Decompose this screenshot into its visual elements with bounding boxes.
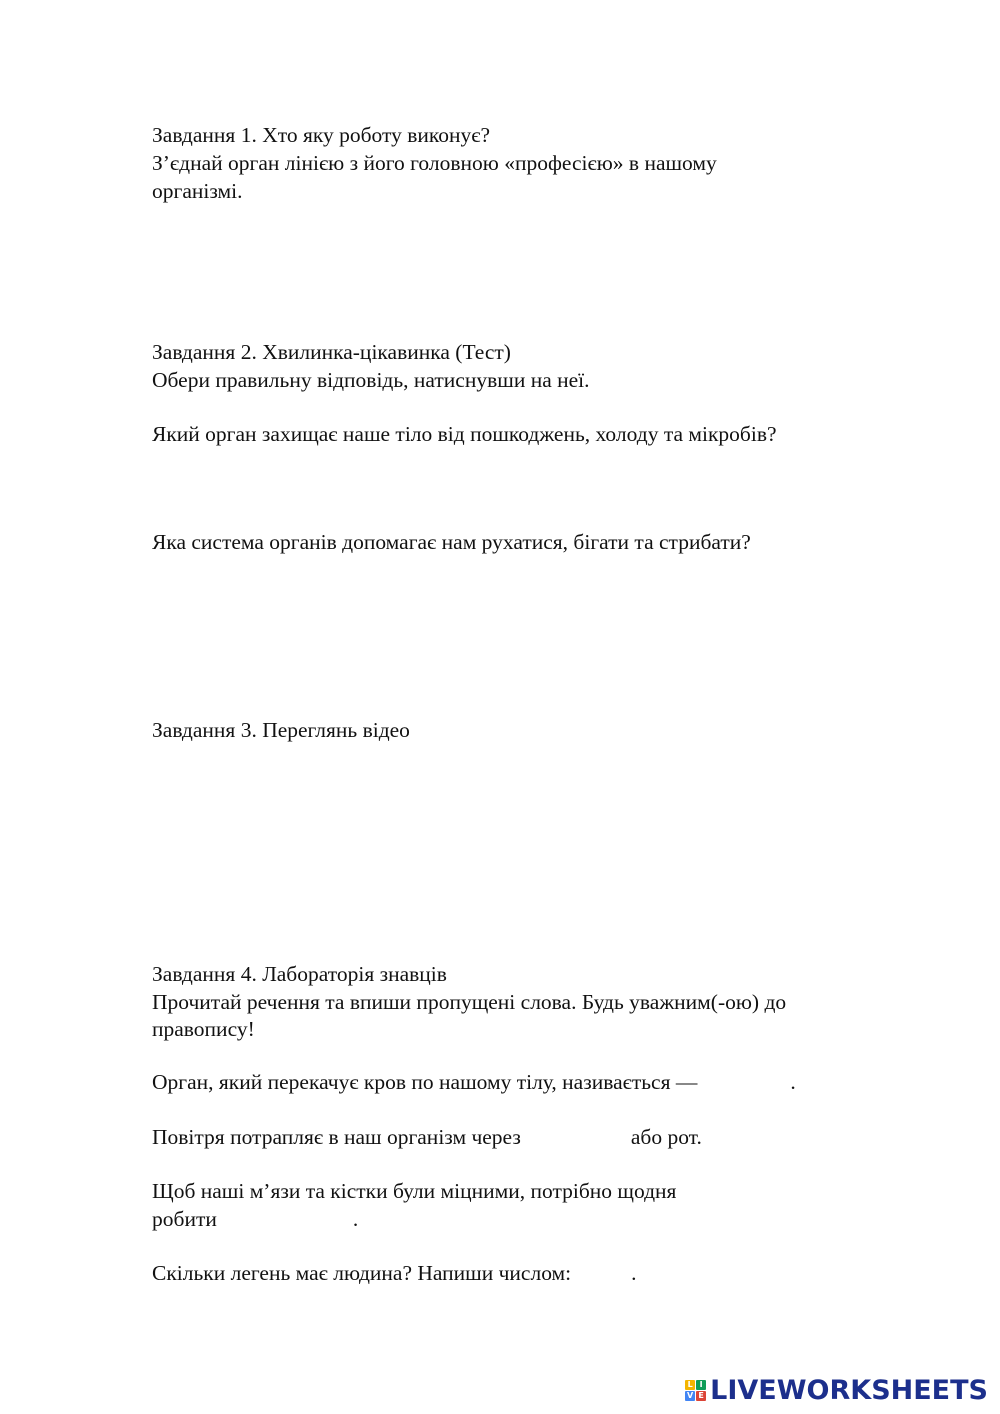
heart-answer-blank[interactable] (697, 1070, 790, 1092)
task1-instruction-line1: З’єднай орган лінією з його головною «професією» в нашому (152, 151, 717, 175)
sentence-heart-end: . (790, 1070, 796, 1094)
task2-question1: Який орган захищає наше тіло від пошкоджень, холоду та мікробів? (152, 422, 777, 446)
task4-instruction-line2: правопису! (152, 1017, 255, 1041)
sentence-lungs-text: Скільки легень має людина? Напиши числом: (152, 1261, 572, 1285)
logo-mark-cell: L (685, 1380, 695, 1390)
exercise-answer-blank[interactable] (217, 1207, 353, 1229)
logo-mark-cell: V (687, 1390, 694, 1400)
logo-mark-cell: E (696, 1391, 706, 1401)
sentence-exercise-line2 (152, 1205, 358, 1233)
task2-instruction: Обери правильну відповідь, натиснувши на неї. (152, 368, 590, 392)
sentence-exercise-line1: Щоб наші м’язи та кістки були міцними, потрібно щодня (152, 1179, 677, 1203)
sentence-lungs-end: . (631, 1261, 637, 1285)
sentence-heart (152, 1068, 796, 1096)
sentence-air (152, 1123, 702, 1151)
logo-mark-cell: I (696, 1380, 706, 1390)
task1-instruction-line2: організмі. (152, 179, 243, 203)
task2-question2: Яка система органів допомагає нам рухатися, бігати та стрибати? (152, 530, 751, 554)
task4-instruction-line1: Прочитай речення та впиши пропущені слова. Будь уважним(-ою) до (152, 990, 787, 1014)
sentence-exercise-text: робити (152, 1207, 217, 1231)
task1-title: Завдання 1. Хто яку роботу виконує? (152, 123, 491, 147)
task3-title: Завдання 3. Переглянь відео (152, 718, 410, 742)
lungs-count-blank[interactable] (571, 1261, 631, 1283)
liveworksheets-logo (685, 1372, 988, 1408)
sentence-lungs (152, 1259, 637, 1287)
sentence-heart-text: Орган, який перекачує кров по нашому тілу, називається — (152, 1070, 698, 1094)
nose-answer-blank[interactable] (521, 1125, 631, 1147)
task4-title: Завдання 4. Лабораторія знавців (152, 962, 447, 986)
sentence-air-text: Повітря потрапляє в наш організм через (152, 1125, 521, 1149)
sentence-exercise-end: . (352, 1207, 359, 1231)
sentence-air-end: або рот. (630, 1125, 702, 1149)
task2-title: Завдання 2. Хвилинка-цікавинка (Тест) (152, 340, 511, 364)
liveworksheets-logo-text: LIVEWORKSHEETS (710, 1374, 988, 1406)
liveworksheets-mark-icon (685, 1380, 706, 1401)
